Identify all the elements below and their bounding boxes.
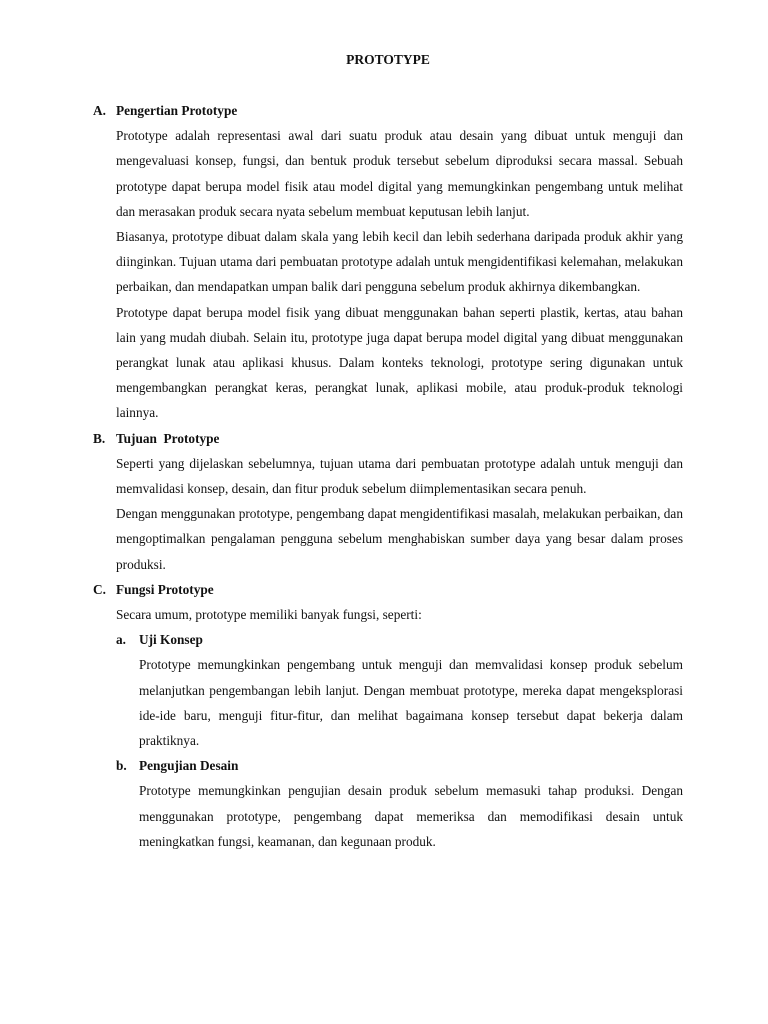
- section-pengertian: [93, 98, 683, 426]
- subsection-letter: a.: [116, 632, 126, 648]
- section-letter: B.: [93, 430, 106, 446]
- subsection-uji-konsep: [116, 627, 683, 753]
- paragraph: Prototype dapat berupa model fisik yang dibuat menggunakan bahan seperti plastik, kertas, atau bahan lain yang mudah diubah. Selain itu, prototype juga dapat berupa model digital yang dibuat menggunakan perangkat lunak atau aplikasi khusus. Dalam konteks teknologi, prototype sering digunakan untuk mengembangkan perangkat keras, perangkat lunak, aplikasi mobile, atau produk-produk teknologi lainnya.: [116, 304, 683, 421]
- section-body: [93, 602, 683, 854]
- subsection-heading: [116, 753, 683, 778]
- paragraph: Seperti yang dijelaskan sebelumnya, tujuan utama dari pembuatan prototype adalah untuk menguji dan memvalidasi konsep, desain, dan fitur produk sebelum diimplementasikan secara penuh.: [116, 455, 683, 497]
- subsection-letter: b.: [116, 758, 127, 774]
- section-tujuan: [93, 426, 683, 577]
- document-title: PROTOTYPE: [346, 52, 430, 67]
- section-fungsi: [93, 577, 683, 854]
- subsection-body: [116, 778, 683, 854]
- section-heading: [93, 98, 683, 123]
- paragraph: Dengan menggunakan prototype, pengembang dapat mengidentifikasi masalah, melakukan perbaikan, dan mengoptimalkan pengalaman pengguna sebelum menghabiskan sumber daya yang besar dalam proses produksi.: [116, 506, 683, 572]
- section-title: Tujuan Prototype: [116, 430, 220, 446]
- subsection-body: [116, 652, 683, 753]
- section-body: [93, 451, 683, 577]
- section-letter: A.: [93, 103, 106, 118]
- document-content: [93, 98, 683, 854]
- paragraph: Prototype memungkinkan pengembang untuk menguji dan memvalidasi konsep produk sebelum melanjutkan pengembangan lebih lanjut. Dengan membuat prototype, mereka dapat mengeksplorasi ide-ide baru, menguji fitur-fitur, dan melihat bagaimana konsep tersebut dapat bekerja dalam praktiknya.: [139, 657, 683, 749]
- section-heading: [93, 426, 683, 451]
- section-title: Pengertian Prototype: [116, 103, 238, 118]
- paragraph: Prototype memungkinkan pengujian desain produk sebelum memasuki tahap produksi. Dengan menggunakan prototype, pengembang dapat memeriksa dan memodifikasi desain untuk meningkatkan fungsi, keamanan, dan kegunaan produk.: [139, 783, 683, 849]
- subsection-pengujian-desain: [116, 753, 683, 854]
- section-letter: C.: [93, 581, 106, 597]
- section-body: [93, 123, 683, 425]
- subsection-heading: [116, 627, 683, 652]
- section-title: Fungsi Prototype: [116, 581, 214, 597]
- paragraph: Prototype adalah representasi awal dari suatu produk atau desain yang dibuat untuk menguji dan mengevaluasi konsep, fungsi, dan bentuk produk tersebut sebelum diproduksi secara massal. Sebuah prototype dapat berupa model fisik atau model digital yang memungkinkan pengembang untuk melihat dan merasakan produk secara nyata sebelum membuat keputusan lebih lanjut.: [116, 128, 683, 219]
- section-heading: [93, 577, 683, 602]
- paragraph: Biasanya, prototype dibuat dalam skala yang lebih kecil dan lebih sederhana daripada produk akhir yang diinginkan. Tujuan utama dari pembuatan prototype adalah untuk mengidentifikasi kelemahan, melakukan perbaikan, dan mendapatkan umpan balik dari pengguna sebelum produk akhirnya dikembangkan.: [116, 229, 683, 295]
- section-intro: Secara umum, prototype memiliki banyak fungsi, seperti:: [116, 607, 422, 623]
- subsection-title: Pengujian Desain: [139, 758, 239, 774]
- subsection-title: Uji Konsep: [139, 632, 203, 648]
